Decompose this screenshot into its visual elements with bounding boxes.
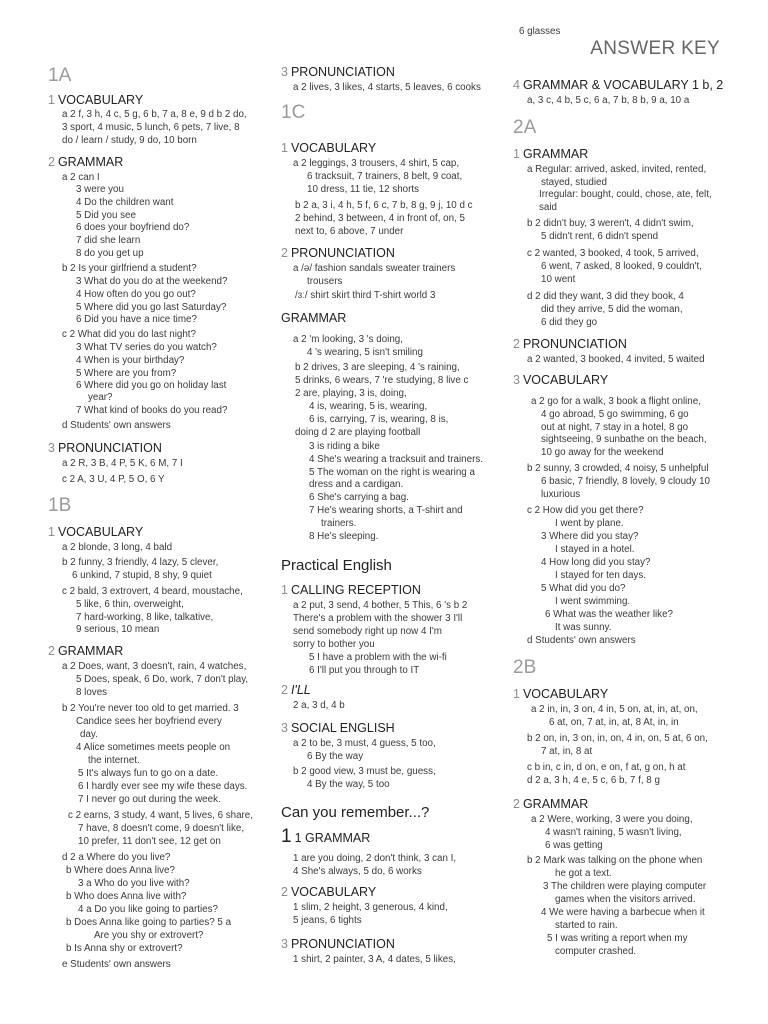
answer-text: Are you shy or extrovert?: [94, 930, 204, 941]
answer-text: started to rain.: [555, 920, 618, 931]
section-heading: [281, 721, 503, 736]
answer-text: a 2 can I: [62, 172, 100, 183]
section-heading: [513, 147, 739, 162]
section-label: GRAMMAR: [281, 311, 347, 325]
answer-text: 1 slim, 2 height, 3 generous, 4 kind, 5 jeans, 6 tights: [293, 902, 448, 926]
section-heading: [48, 441, 270, 456]
answer-text: a 2 blonde, 3 long, 4 bald: [62, 542, 173, 553]
section-number: 3: [513, 373, 520, 387]
answer-text: b Where does Anna live?: [66, 865, 175, 876]
answer-text: a 2 Were, working, 3 were you doing, 4 wasn't raining, 5 wasn't living, 6 was getting: [531, 814, 693, 851]
section-label: GRAMMAR & VOCABULARY 1 b, 2: [522, 78, 724, 92]
section-heading: [513, 373, 739, 388]
section-number: 2: [48, 155, 55, 169]
section-number: 1: [513, 147, 520, 161]
answer-text: games when the visitors arrived.: [555, 894, 696, 905]
answer-text: c b in, c in, d on, e on, f at, g on, h at d 2 a, 3 h, 4 e, 5 c, 6 b, 7 f, 8 g: [527, 762, 686, 786]
section-label: PRONUNCIATION: [57, 441, 162, 455]
answer-text: 6 What was the weather like?: [545, 609, 673, 620]
section-number: 1: [281, 141, 288, 155]
section-number: 3: [281, 65, 288, 79]
answer-text: d Students' own answers: [527, 635, 636, 646]
section-heading: [281, 583, 503, 598]
answer-text: 4 How long did you stay?: [541, 557, 651, 568]
answer-text: day.: [80, 729, 98, 740]
section-heading: [281, 826, 503, 847]
section-number: 1: [281, 826, 292, 847]
section-number: 1: [281, 583, 288, 597]
answer-text: I went swimming.: [555, 596, 631, 607]
section-label: PRONUNCIATION: [290, 65, 395, 79]
answer-text: year?: [88, 392, 113, 403]
answer-text: e Students' own answers: [62, 959, 171, 970]
answer-text: computer crashed.: [555, 946, 637, 957]
answer-text: trainers.: [321, 518, 357, 529]
answer-text: b 2 funny, 3 friendly, 4 lazy, 5 clever, 6 unkind, 7 stupid, 8 shy, 9 quiet: [62, 557, 219, 581]
section-label: PRONUNCIATION: [290, 246, 395, 260]
answer-text: 7 What kind of books do you read?: [76, 405, 228, 416]
answer-text: a 2 'm looking, 3 's doing, 4 's wearing, 5 isn't smiling: [293, 334, 423, 358]
answer-text: b 2 You're never too old to get married. 3: [62, 703, 239, 714]
answer-text: 3 What do you do at the weekend? 4 How often do you go out? 5 Where did you go last Saturday? 6 Did you have a nice time?: [76, 276, 228, 326]
section-heading: [281, 885, 503, 900]
answer-text: 3 The children were playing computer: [543, 881, 707, 892]
section-heading: [281, 65, 503, 80]
answer-text: /ɜː/ shirt skirt third T-shirt world 3: [295, 290, 436, 301]
answer-text: b 2 sunny, 3 crowded, 4 noisy, 5 unhelpful 6 basic, 7 friendly, 8 lovely, 9 cloudy 10 luxurious: [527, 463, 710, 500]
answer-text: a 2 leggings, 3 trousers, 4 shirt, 5 cap, 6 tracksuit, 7 trainers, 8 belt, 9 coat, 10 dress, 11 tie, 12 shorts: [293, 158, 463, 195]
section-number: 2: [281, 885, 288, 899]
section-heading: [281, 246, 503, 261]
answer-text: c 2 bald, 3 extrovert, 4 beard, moustache, 5 like, 6 thin, overweight, 7 hard-working, 8 like, talkative, 9 serious, 10 mean: [62, 586, 243, 636]
answer-text: 2 behind, 3 between, 4 in front of, on, 5 next to, 6 above, 7 under: [295, 213, 465, 237]
answer-text: c 2 earns, 3 study, 4 want, 5 lives, 6 share, 7 have, 8 doesn't come, 9 doesn't like, 10 prefer, 11 don't see, 12 get on: [68, 810, 253, 847]
section-number: 3: [281, 721, 288, 735]
answer-text: 4 We were having a barbecue when it: [541, 907, 705, 918]
answer-text: 1 shirt, 2 painter, 3 A, 4 dates, 5 likes,: [293, 954, 456, 965]
answer-text: a Regular: arrived, asked, invited, rented, stayed, studied: [527, 164, 707, 188]
answer-text: 5 I have a problem with the wi-fi 6 I'll put you through to IT: [309, 652, 447, 676]
answer-text: c 2 What did you do last night?: [62, 329, 196, 340]
section-number: 2: [281, 683, 288, 697]
page-top-fragment: 6 glasses: [519, 26, 561, 37]
answer-text: It was sunny.: [555, 622, 612, 633]
section-label: I'LL: [290, 683, 311, 697]
answer-text: I went by plane.: [555, 518, 624, 529]
section-label: GRAMMAR: [57, 155, 124, 169]
section-heading: [281, 937, 503, 952]
unit-heading: 1A: [48, 65, 72, 86]
answer-text: a 2 f, 3 h, 4 c, 5 g, 6 b, 7 a, 8 e, 9 d b 2 do, 3 sport, 4 music, 5 lunch, 6 pets, 7 live, 8 do / learn / study, 9 do, 10 born: [62, 109, 247, 146]
answer-text: 5 What did you do?: [541, 583, 626, 594]
answer-text: b 2 drives, 3 are sleeping, 4 's raining, 5 drinks, 6 wears, 7 're studying, 8 live c 2 are, playing, 3 is, doing,: [295, 362, 469, 399]
answer-text: 3 were you 4 Do the children want 5 Did you see 6 does your boyfriend do? 7 did she learn 8 do you get up: [76, 184, 190, 259]
answer-text: I stayed in a hotel.: [555, 544, 635, 555]
section-number: 2: [48, 644, 55, 658]
answer-text: doing d 2 are playing football: [295, 427, 421, 438]
answer-text: There's a problem with the shower 3 I'll send somebody right up now 4 I'm sorry to bother you: [293, 613, 463, 650]
section-label: VOCABULARY: [290, 885, 377, 899]
unit-heading: 1B: [48, 495, 72, 516]
answer-text: Candice sees her boyfriend every: [76, 716, 222, 727]
section-heading: [281, 311, 503, 326]
section-label: GRAMMAR: [57, 644, 124, 658]
answer-text: d 2 did they want, 3 did they book, 4 did they arrive, 5 did the woman, 6 did they go: [527, 291, 684, 328]
answer-text: b Does Anna like going to parties? 5 a: [66, 917, 232, 928]
answer-text: b Who does Anna live with?: [66, 891, 187, 902]
answer-text: 5 I was writing a report when my: [547, 933, 688, 944]
answer-text: 4 Alice sometimes meets people on: [76, 742, 231, 753]
section-label: PRONUNCIATION: [290, 937, 395, 951]
answer-text: d 2 a Where do you live?: [62, 852, 171, 863]
section-number: 1: [48, 93, 55, 107]
answer-text: Irregular: bought, could, chose, ate, felt, said: [539, 189, 712, 213]
section-label: VOCABULARY: [522, 373, 609, 387]
unit-heading: 2A: [513, 117, 537, 138]
section-number: 2: [513, 797, 520, 811]
answer-text: a 2 Does, want, 3 doesn't, rain, 4 watches, 5 Does, speak, 6 Do, work, 7 don't play, 8 loves: [62, 661, 249, 698]
section-label: PRONUNCIATION: [522, 337, 627, 351]
section-heading: [48, 93, 270, 108]
answer-text: 3 is riding a bike 4 She's wearing a tracksuit and trainers. 5 The woman on the right is wearing a dress and a cardigan. 6 She's carrying a bag. 7 He's wearing shorts, a T-shirt and: [309, 441, 483, 516]
page-title: ANSWER KEY: [590, 38, 720, 59]
answer-text: a 2 lives, 3 likes, 4 starts, 5 leaves, 6 cooks: [293, 82, 481, 93]
answer-text: b 2 Mark was talking on the phone when: [527, 855, 703, 866]
section-heading: [513, 78, 739, 93]
section-label: SOCIAL ENGLISH: [290, 721, 395, 735]
answer-text: a 2 R, 3 B, 4 P, 5 K, 6 M, 7 I: [62, 458, 183, 469]
section-label: GRAMMAR: [522, 797, 589, 811]
section-heading: [48, 525, 270, 540]
section-label: 1 GRAMMAR: [294, 831, 371, 845]
answer-text: he got a text.: [555, 868, 612, 879]
answer-text: b 2 a, 3 i, 4 h, 5 f, 6 c, 7 b, 8 g, 9 j, 10 d c: [295, 200, 473, 211]
section-label: CALLING RECEPTION: [290, 583, 421, 597]
answer-text: b 2 on, in, 3 on, in, on, 4 in, on, 5 at, 6 on, 7 at, in, 8 at: [527, 733, 708, 757]
section-heading: [513, 687, 739, 702]
answer-text: a 2 to be, 3 must, 4 guess, 5 too, 6 By the way: [293, 738, 436, 762]
answer-text: a 2 in, in, 3 on, 4 in, 5 on, at, in, at, on, 6 at, on, 7 at, in, at, 8 At, in, in: [531, 704, 698, 728]
answer-text: 3 What TV series do you watch? 4 When is your birthday? 5 Where are you from? 6 Where did you go on holiday last: [76, 342, 227, 392]
section-label: VOCABULARY: [57, 525, 144, 539]
section-label: VOCABULARY: [57, 93, 144, 107]
answer-text: a, 3 c, 4 b, 5 c, 6 a, 7 b, 8 b, 9 a, 10 a: [527, 95, 690, 106]
answer-text: 4 a Do you like going to parties?: [78, 904, 218, 915]
section-heading: [48, 644, 270, 659]
answer-text: a 2 wanted, 3 booked, 4 invited, 5 waited: [527, 354, 705, 365]
answer-text: 3 Where did you stay?: [541, 531, 639, 542]
answer-text: c 2 wanted, 3 booked, 4 took, 5 arrived, 6 went, 7 asked, 8 looked, 9 couldn't, 10 went: [527, 248, 702, 285]
answer-text: b Is Anna shy or extrovert?: [66, 943, 183, 954]
section-number: 4: [513, 78, 520, 92]
section-number: 2: [281, 246, 288, 260]
answer-text: a /ə/ fashion sandals sweater trainers trousers: [293, 263, 456, 287]
section-number: 1: [513, 687, 520, 701]
section-number: 1: [48, 525, 55, 539]
answer-text: 3 a Who do you live with?: [78, 878, 190, 889]
answer-text: c 2 How did you get there?: [527, 505, 644, 516]
section-label: VOCABULARY: [522, 687, 609, 701]
answer-text: b 2 didn't buy, 3 weren't, 4 didn't swim, 5 didn't rent, 6 didn't spend: [527, 218, 694, 242]
answer-text: I stayed for ten days.: [555, 570, 646, 581]
section-number: 3: [48, 441, 55, 455]
section-heading: [281, 683, 503, 698]
answer-text: b 2 Is your girlfriend a student?: [62, 263, 197, 274]
answer-text: b 2 good view, 3 must be, guess, 4 By the way, 5 too: [293, 766, 436, 790]
unit-heading: 1C: [281, 102, 306, 123]
answer-text: 4 is, wearing, 5 is, wearing, 6 is, carrying, 7 is, wearing, 8 is,: [309, 401, 449, 425]
answer-text: a 2 go for a walk, 3 book a flight online, 4 go abroad, 5 go swimming, 6 go out at night, 7 stay in a hotel, 8 go sightseeing, 9 sunbathe on the beach, 10 go away for the weekend: [531, 396, 707, 459]
answer-text: 8 He's sleeping.: [309, 531, 379, 542]
section-number: 2: [513, 337, 520, 351]
section-heading: [513, 337, 739, 352]
answer-text: the internet.: [88, 755, 140, 766]
answer-text: 5 It's always fun to go on a date. 6 I hardly ever see my wife these days. 7 I never go out during the week.: [78, 768, 248, 805]
section-number: 3: [281, 937, 288, 951]
unit-heading: 2B: [513, 657, 537, 678]
part-title: Practical English: [281, 557, 392, 574]
answer-text: a 2 put, 3 send, 4 bother, 5 This, 6 's b 2: [293, 600, 468, 611]
section-label: GRAMMAR: [522, 147, 589, 161]
section-label: VOCABULARY: [290, 141, 377, 155]
answer-text: 2 a, 3 d, 4 b: [293, 700, 345, 711]
answer-text: c 2 A, 3 U, 4 P, 5 O, 6 Y: [62, 474, 165, 485]
answer-text: d Students' own answers: [62, 420, 171, 431]
answer-text: 1 are you doing, 2 don't think, 3 can I, 4 She's always, 5 do, 6 works: [293, 853, 457, 877]
section-heading: [513, 797, 739, 812]
section-heading: [48, 155, 270, 170]
section-heading: [281, 141, 503, 156]
part-title: Can you remember...?: [281, 804, 430, 821]
